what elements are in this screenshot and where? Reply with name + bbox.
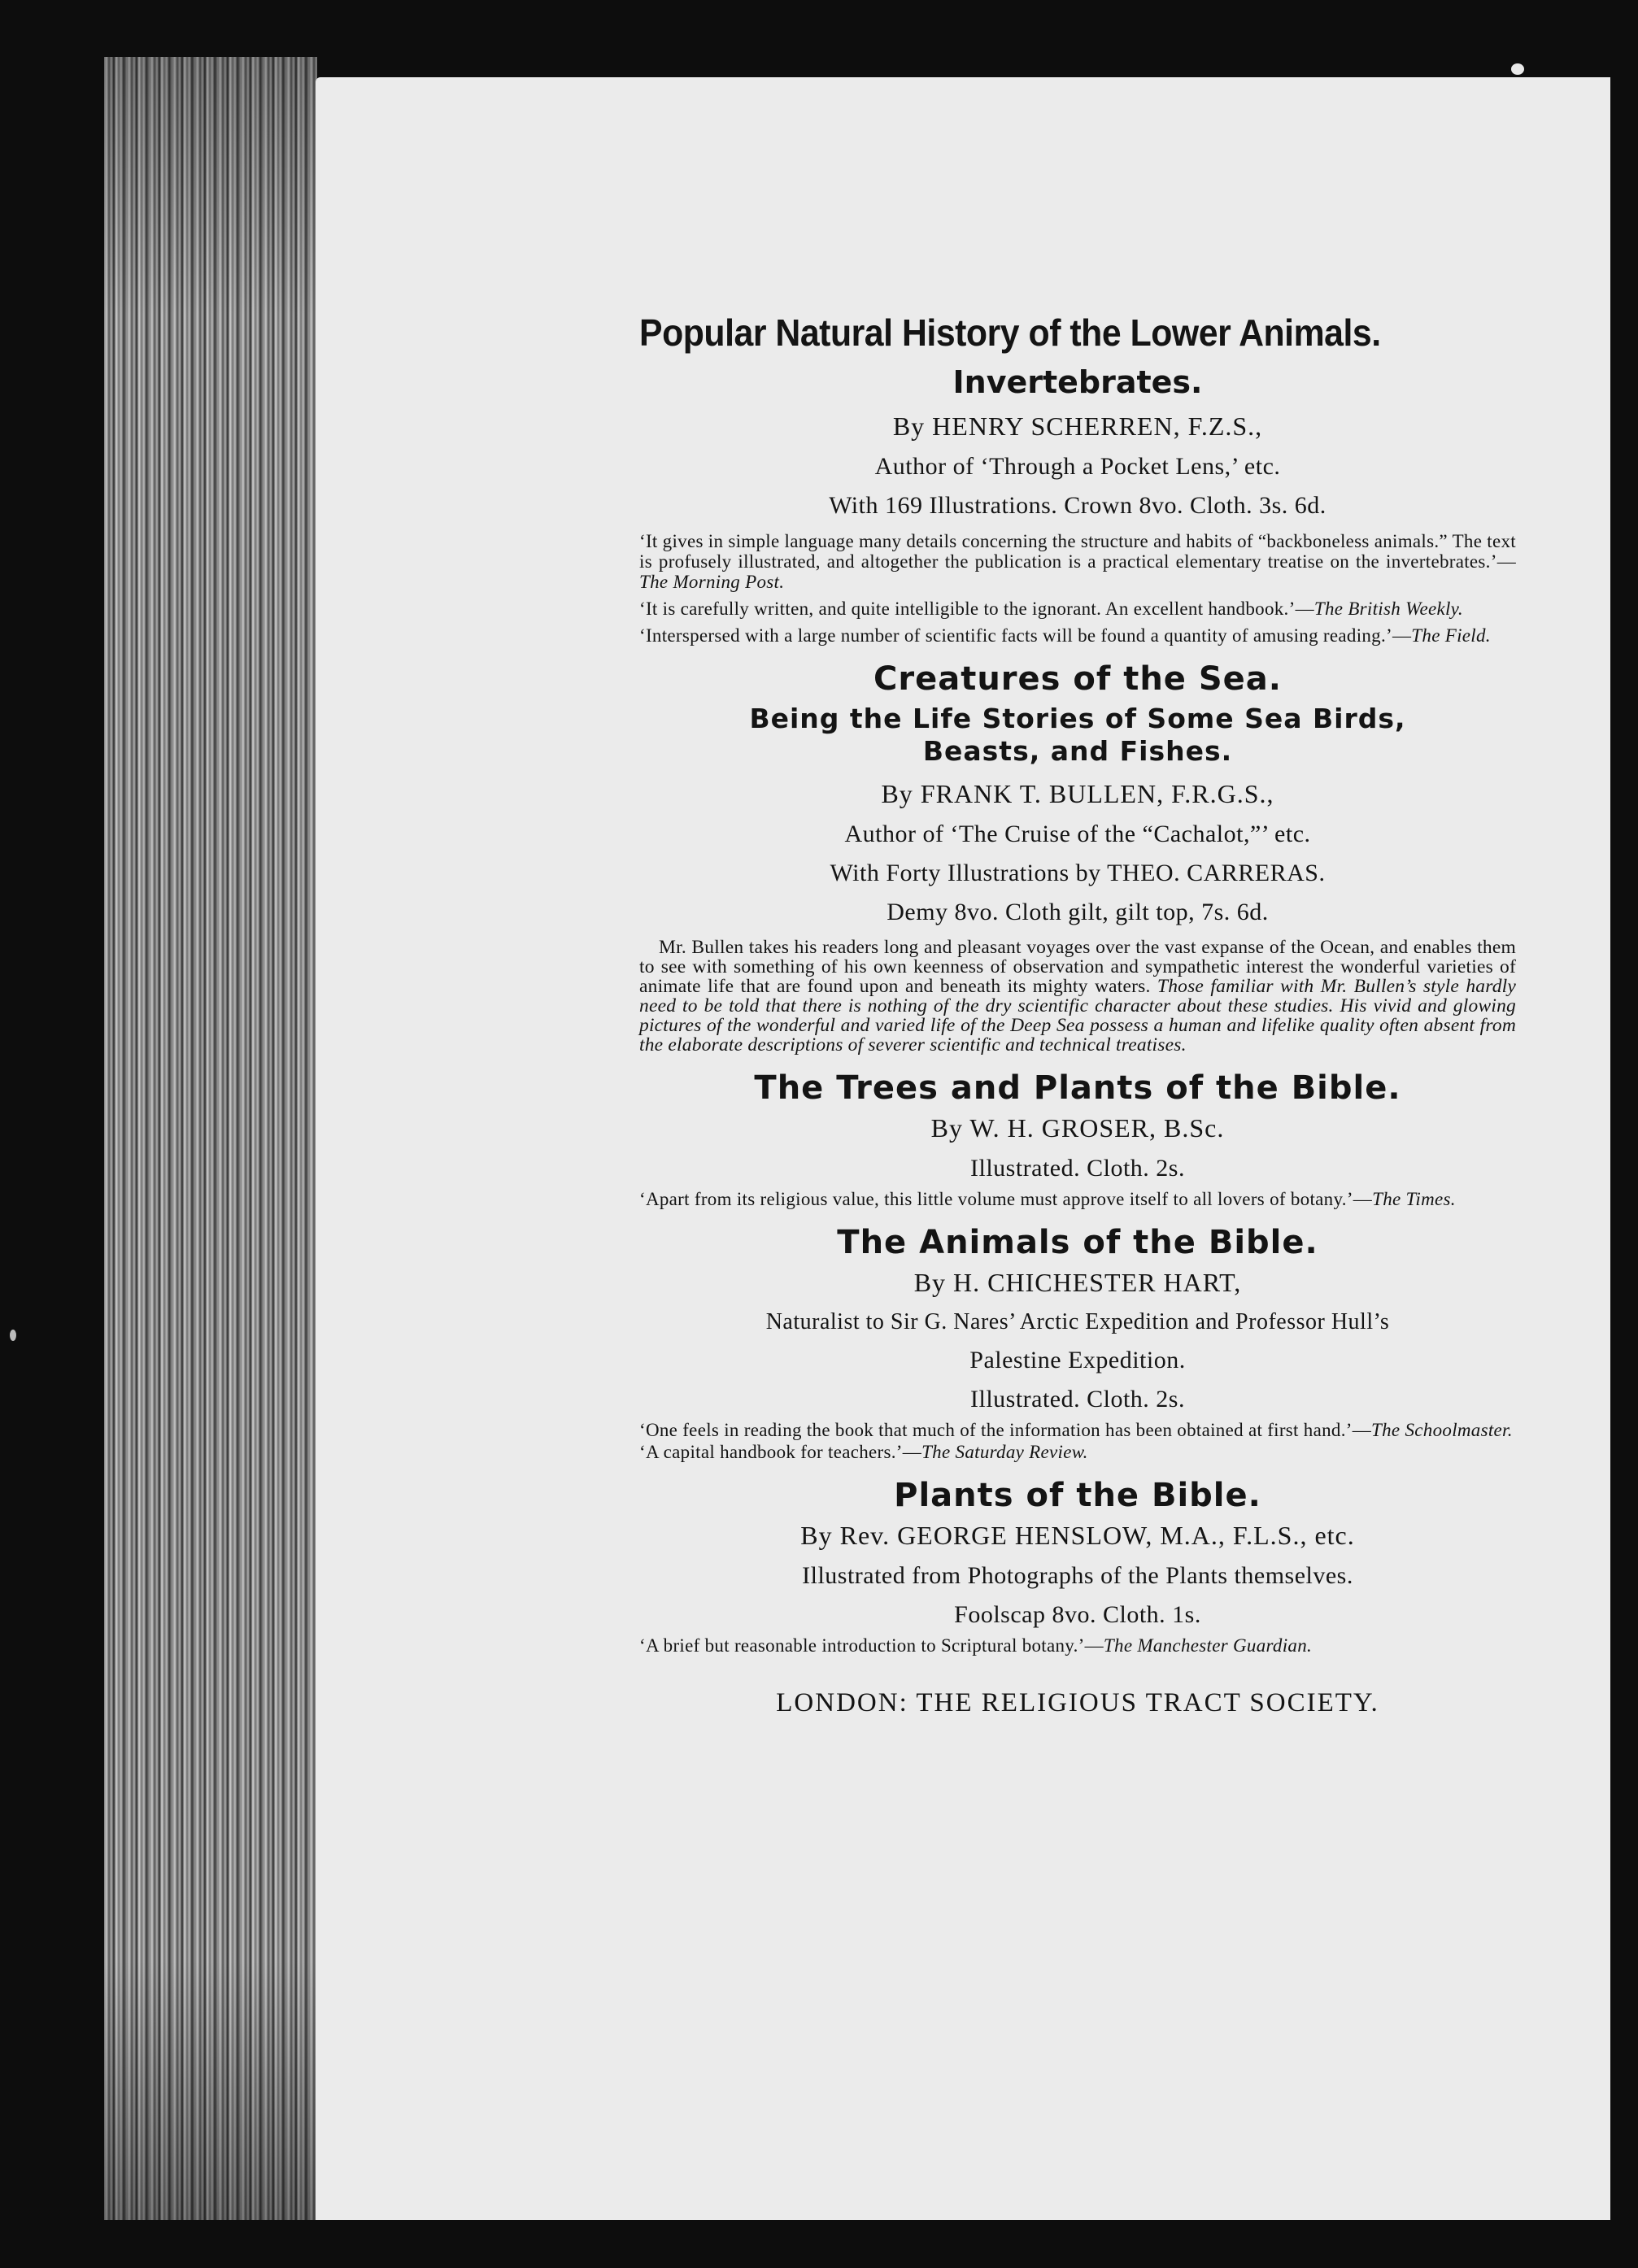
book-entry-plants-of-the-bible [639,1477,1516,1656]
book-description: Mr. Bullen takes his readers long and pleasant voyages over the vast expanse of the Ocean, and enables them to see with something of his own keenness of observation and sympathetic interest the wonderful varieties of animate life that are found upon and beneath its mighty waters. Those familiar with Mr. Bullen’s style hardly need to be told that there is nothing of the dry scientific character about these studies. His vivid and glowing pictures of the wonderful and varied life of the Deep Sea possess a human and lifelike quality often absent from the elaborate descriptions of severer scientific and technical treatises. [639,937,1517,1056]
scan-speck [1511,63,1524,75]
book-author: By Rev. GEORGE HENSLOW, M.A., F.L.S., etc. [800,1521,1355,1550]
review-quote: ‘It is carefully written, and quite intelligible to the ignorant. An excellent handbook.’—The British Weekly. [639,599,1463,619]
review-source: The Morning Post. [639,572,785,592]
review-source: The Schoolmaster. [1371,1420,1513,1440]
book-format-price: Foolscap 8vo. Cloth. 1s. [954,1601,1201,1628]
book-entry-trees-and-plants [639,1069,1516,1209]
review-quote: ‘One feels in reading the book that much of the information has been obtained at first hand.’—The Schoolmaster. [639,1420,1513,1440]
review-quote: ‘Interspersed with a large number of scientific facts will be found a quantity of amusing reading.’—The Field. [639,625,1491,646]
book-author: By FRANK T. BULLEN, F.R.G.S., [881,779,1274,808]
book-author-note: Author of ‘The Cruise of the “Cachalot,”’ etc. [844,821,1311,847]
book-author: By W. H. GROSER, B.Sc. [930,1113,1225,1143]
review-quote: ‘A brief but reasonable introduction to Scriptural botany.’—The Manchester Guardian. [639,1635,1313,1656]
review-source: The Manchester Guardian. [1103,1635,1313,1656]
review-source: The Saturday Review. [921,1442,1088,1462]
book-format-price: With 169 Illustrations. Crown 8vo. Cloth. 3s. 6d. [829,492,1327,519]
advertisement-page [639,301,1516,1718]
page-title: Popular Natural History of the Lower Animals. [639,311,1381,354]
review-quote: ‘A capital handbook for teachers.’—The Saturday Review. [639,1442,1088,1462]
book-entry-creatures-of-the-sea [639,660,1516,1055]
book-title: Invertebrates. [952,364,1203,400]
book-format-price: Demy 8vo. Cloth gilt, gilt top, 7s. 6d. [887,899,1269,925]
book-author: By HENRY SCHERREN, F.Z.S., [892,411,1263,441]
book-title: The Trees and Plants of the Bible. [754,1069,1401,1107]
book-author-note: Palestine Expedition. [969,1347,1186,1373]
publisher-imprint: LONDON: THE RELIGIOUS TRACT SOCIETY. [776,1688,1379,1717]
book-page-edges-shadow [104,57,317,2220]
book-author: By H. CHICHESTER HART, [913,1268,1242,1297]
book-author-note: Naturalist to Sir G. Nares’ Arctic Expedition and Professor Hull’s [765,1309,1390,1334]
review-source: The British Weekly. [1313,599,1463,619]
book-title: The Animals of the Bible. [837,1224,1318,1261]
review-quote: ‘Apart from its religious value, this little volume must approve itself to all lovers of botany.’—The Times. [639,1189,1456,1209]
book-format-price: Illustrated. Cloth. 2s. [970,1155,1185,1182]
book-entry-invertebrates [639,364,1516,646]
book-illustration-note: Illustrated from Photographs of the Plants themselves. [802,1562,1353,1589]
review-source: The Times. [1372,1189,1456,1209]
book-illustrator: With Forty Illustrations by THEO. CARRERAS. [830,860,1326,886]
book-subtitle: Beasts, and Fishes. [922,735,1233,767]
book-subtitle: Being the Life Stories of Some Sea Birds, [749,703,1406,734]
book-format-price: Illustrated. Cloth. 2s. [970,1386,1185,1413]
review-source: The Field. [1411,625,1491,646]
review-quote: ‘It gives in simple language many details concerning the structure and habits of “backboneless animals.” The text is profusely illustrated, and altogether the publication is a practical elementary treatise on the invertebrates.’—The Morning Post. [639,531,1516,592]
book-title: Creatures of the Sea. [873,660,1282,698]
book-author-note: Author of ‘Through a Pocket Lens,’ etc. [874,453,1281,480]
book-entry-animals-of-the-bible [639,1224,1516,1462]
scan-speck [10,1330,16,1341]
book-title: Plants of the Bible. [894,1477,1261,1514]
